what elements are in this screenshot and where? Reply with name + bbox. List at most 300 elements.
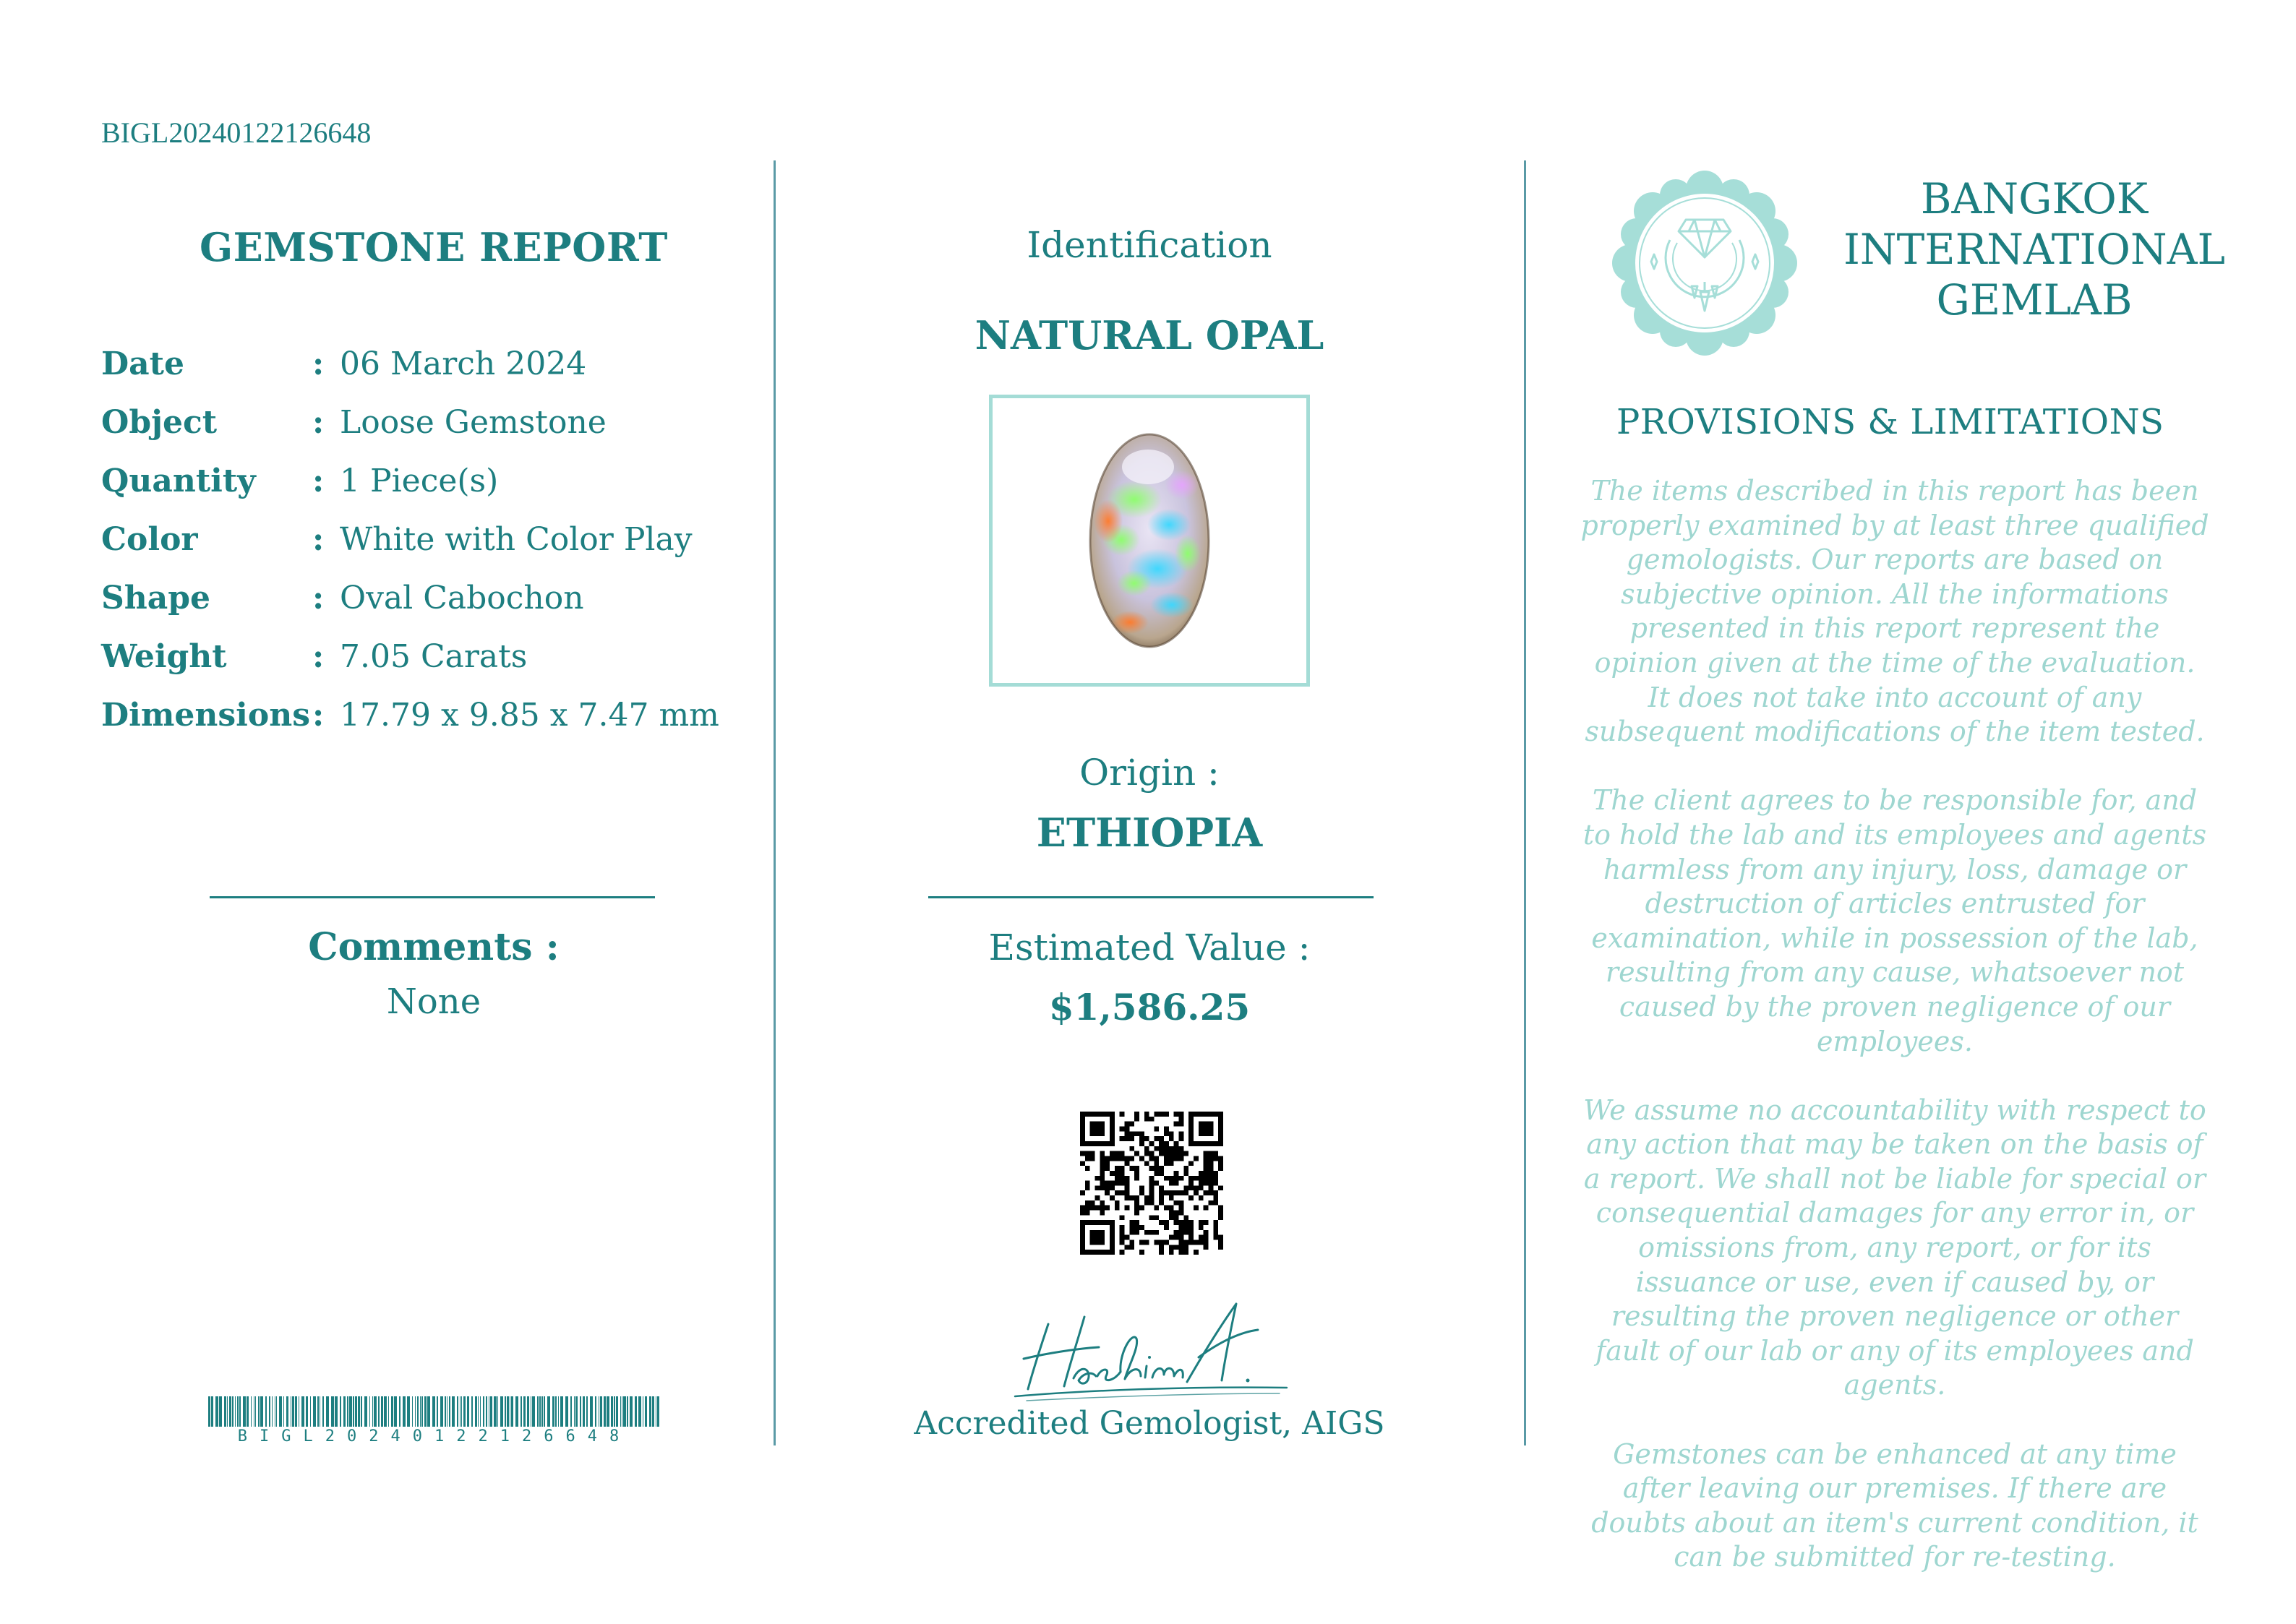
spec-colon: :	[312, 638, 325, 675]
qr-module	[1183, 1171, 1188, 1176]
qr-module	[1159, 1151, 1164, 1156]
spec-label: Dimensions	[101, 697, 311, 734]
qr-module	[1120, 1171, 1125, 1176]
barcode-bar	[580, 1396, 581, 1427]
qr-module	[1174, 1176, 1179, 1181]
qr-module	[1120, 1176, 1125, 1181]
qr-module	[1120, 1250, 1125, 1255]
qr-module	[1149, 1200, 1155, 1206]
qr-module	[1149, 1151, 1155, 1156]
barcode-bar	[272, 1396, 273, 1427]
spec-value: Loose Gemstone	[340, 404, 607, 441]
qr-module	[1120, 1166, 1125, 1171]
qr-module	[1110, 1171, 1115, 1176]
barcode-bar	[552, 1396, 554, 1427]
qr-module	[1199, 1225, 1204, 1230]
spec-colon: :	[312, 697, 325, 734]
qr-module	[1204, 1176, 1209, 1181]
barcode-bar	[251, 1396, 252, 1427]
qr-module	[1129, 1131, 1134, 1136]
lab-seal-icon	[1611, 169, 1799, 357]
qr-module	[1154, 1161, 1159, 1166]
qr-module	[1164, 1131, 1169, 1136]
qr-module	[1164, 1161, 1169, 1166]
qr-module	[1183, 1151, 1188, 1156]
qr-module	[1174, 1146, 1179, 1151]
qr-module	[1209, 1171, 1214, 1176]
qr-module	[1169, 1250, 1174, 1255]
qr-module	[1139, 1136, 1144, 1141]
barcode-bar	[449, 1396, 450, 1427]
qr-module	[1124, 1136, 1129, 1141]
barcode-bar	[480, 1396, 481, 1427]
qr-finder-inner	[1090, 1122, 1105, 1136]
qr-module	[1129, 1136, 1134, 1141]
qr-module	[1213, 1225, 1218, 1230]
qr-module	[1179, 1136, 1184, 1141]
comments-title: Comments :	[308, 925, 560, 969]
barcode-bar	[347, 1396, 348, 1427]
qr-module	[1149, 1215, 1155, 1220]
qr-module	[1149, 1190, 1155, 1195]
qr-module	[1100, 1161, 1105, 1166]
qr-module	[1174, 1235, 1179, 1240]
qr-module	[1115, 1206, 1120, 1211]
barcode-bar	[326, 1396, 329, 1427]
qr-module	[1179, 1245, 1184, 1250]
qr-module	[1164, 1176, 1169, 1181]
qr-module	[1120, 1156, 1125, 1161]
qr-module	[1080, 1211, 1085, 1216]
barcode-bar	[384, 1396, 387, 1427]
qr-module	[1120, 1235, 1125, 1240]
barcode-bar	[523, 1396, 526, 1427]
qr-module	[1124, 1181, 1129, 1186]
qr-module	[1204, 1166, 1209, 1171]
barcode-bar	[208, 1396, 210, 1427]
barcode-bar	[461, 1396, 462, 1427]
qr-module	[1129, 1195, 1134, 1200]
barcode-bar	[616, 1396, 618, 1427]
barcode-bar	[623, 1396, 626, 1427]
qr-module	[1218, 1215, 1223, 1220]
qr-module	[1159, 1185, 1164, 1190]
qr-module	[1183, 1166, 1188, 1171]
barcode-bar	[258, 1396, 260, 1427]
barcode-bar	[483, 1396, 484, 1427]
column-divider-right	[1524, 160, 1526, 1445]
qr-module	[1199, 1235, 1204, 1240]
barcode-bar	[560, 1396, 563, 1427]
qr-module	[1174, 1220, 1179, 1225]
spec-colon: :	[312, 345, 325, 382]
spec-value: 17.79 x 9.85 x 7.47 mm	[340, 697, 719, 734]
qr-module	[1183, 1230, 1188, 1235]
barcode-text: BIGL20240122126648	[237, 1427, 632, 1445]
qr-module	[1120, 1230, 1125, 1235]
qr-module	[1144, 1230, 1149, 1235]
barcode-icon	[208, 1396, 661, 1427]
qr-module	[1090, 1206, 1095, 1211]
lab-name	[1842, 173, 2227, 325]
qr-module	[1120, 1181, 1125, 1186]
qr-module	[1188, 1230, 1194, 1235]
qr-module	[1169, 1206, 1174, 1211]
qr-module	[1085, 1185, 1090, 1190]
barcode-bar	[235, 1396, 236, 1427]
qr-module	[1115, 1181, 1120, 1186]
qr-module	[1139, 1206, 1144, 1211]
qr-module	[1085, 1206, 1090, 1211]
qr-module	[1199, 1240, 1204, 1245]
barcode-bar	[570, 1396, 572, 1427]
barcode-bar	[574, 1396, 575, 1427]
qr-module	[1085, 1211, 1090, 1216]
qr-module	[1164, 1141, 1169, 1146]
qr-module	[1120, 1151, 1125, 1156]
qr-module	[1129, 1220, 1134, 1225]
barcode-bar	[260, 1396, 263, 1427]
barcode-bar	[486, 1396, 487, 1427]
spec-label: Color	[101, 521, 198, 558]
barcode-bar	[279, 1396, 282, 1427]
qr-module	[1090, 1156, 1095, 1161]
qr-module	[1139, 1141, 1144, 1146]
barcode-bar	[427, 1396, 430, 1427]
qr-module	[1144, 1146, 1149, 1151]
qr-module	[1159, 1141, 1164, 1146]
qr-finder-inner	[1199, 1122, 1213, 1136]
qr-module	[1149, 1176, 1155, 1181]
qr-module	[1159, 1136, 1164, 1141]
barcode-bar	[403, 1396, 406, 1427]
qr-module	[1194, 1240, 1199, 1245]
qr-module	[1209, 1176, 1214, 1181]
barcode-bar	[269, 1396, 270, 1427]
qr-module	[1169, 1131, 1174, 1136]
qr-module	[1199, 1181, 1204, 1186]
qr-module	[1199, 1195, 1204, 1200]
qr-module	[1139, 1225, 1144, 1230]
barcode-bar	[627, 1396, 628, 1427]
spec-row-object	[101, 404, 766, 463]
qr-module	[1124, 1185, 1129, 1190]
qr-module	[1124, 1206, 1129, 1211]
barcode-bar	[604, 1396, 606, 1427]
barcode-bar	[432, 1396, 435, 1427]
barcode-bar	[575, 1396, 578, 1427]
value-divider	[928, 896, 1374, 898]
qr-module	[1139, 1250, 1144, 1255]
qr-module	[1218, 1206, 1223, 1211]
barcode-bar	[471, 1396, 473, 1427]
barcode-bar	[511, 1396, 513, 1427]
qr-module	[1164, 1190, 1169, 1195]
qr-module	[1179, 1230, 1184, 1235]
qr-module	[1164, 1146, 1169, 1151]
barcode-bar	[555, 1396, 557, 1427]
qr-module	[1164, 1112, 1169, 1117]
qr-module	[1179, 1176, 1184, 1181]
barcode-bar	[286, 1396, 288, 1427]
qr-module	[1124, 1235, 1129, 1240]
qr-module	[1105, 1181, 1110, 1186]
qr-module	[1179, 1122, 1184, 1127]
barcode-bar	[614, 1396, 615, 1427]
qr-module	[1120, 1190, 1125, 1195]
barcode-bar	[219, 1396, 222, 1427]
barcode-bar	[475, 1396, 477, 1427]
spec-colon: :	[312, 463, 325, 499]
qr-module	[1169, 1190, 1174, 1195]
barcode-bar	[586, 1396, 588, 1427]
qr-module	[1134, 1211, 1139, 1216]
barcode-bar	[301, 1396, 304, 1427]
barcode-bar	[478, 1396, 479, 1427]
qr-module	[1149, 1195, 1155, 1200]
qr-module	[1154, 1146, 1159, 1151]
qr-module	[1100, 1156, 1105, 1161]
qr-module	[1209, 1190, 1214, 1195]
qr-module	[1218, 1235, 1223, 1240]
barcode-bar	[460, 1396, 461, 1427]
qr-module	[1129, 1122, 1134, 1127]
barcode-bar	[358, 1396, 360, 1427]
barcode-bar	[322, 1396, 324, 1427]
qr-module	[1134, 1171, 1139, 1176]
qr-module	[1204, 1181, 1209, 1186]
qr-module	[1115, 1190, 1120, 1195]
qr-module	[1159, 1195, 1164, 1200]
qr-module	[1179, 1117, 1184, 1122]
qr-module	[1100, 1176, 1105, 1181]
qr-module	[1179, 1112, 1184, 1117]
qr-module	[1213, 1171, 1218, 1176]
qr-module	[1149, 1185, 1155, 1190]
qr-module	[1154, 1181, 1159, 1186]
barcode-bar	[265, 1396, 267, 1427]
qr-module	[1213, 1195, 1218, 1200]
barcode-bar	[255, 1396, 256, 1427]
qr-module	[1124, 1190, 1129, 1195]
barcode-bar	[276, 1396, 277, 1427]
qr-module	[1204, 1220, 1209, 1225]
identification-value: NATURAL OPAL	[974, 312, 1324, 358]
report-number: BIGL20240122126648	[101, 116, 372, 149]
barcode-bar	[600, 1396, 602, 1427]
provisions-paragraph: Gemstones can be enhanced at any time after leaving our premises. If there are doubts about an item's current condition, it can be submitted for re-testing.	[1591, 1438, 2198, 1573]
barcode-bar	[457, 1396, 458, 1427]
qr-module	[1204, 1190, 1209, 1195]
qr-module	[1174, 1211, 1179, 1216]
gemstone-photo-frame	[989, 395, 1310, 687]
qr-module	[1188, 1195, 1194, 1200]
barcode-bar	[391, 1396, 393, 1427]
qr-module	[1188, 1161, 1194, 1166]
qr-module	[1194, 1206, 1199, 1211]
barcode-bar	[437, 1396, 438, 1427]
barcode-bar	[237, 1396, 239, 1427]
qr-module	[1209, 1181, 1214, 1186]
qr-module	[1183, 1245, 1188, 1250]
barcode-bar	[335, 1396, 338, 1427]
provisions-text	[1580, 474, 2209, 1610]
qr-module	[1085, 1151, 1090, 1156]
qr-module	[1110, 1185, 1115, 1190]
qr-module	[1159, 1146, 1164, 1151]
qr-module	[1188, 1235, 1194, 1240]
qr-module	[1134, 1195, 1139, 1200]
barcode-bar	[317, 1396, 319, 1427]
spec-label: Object	[101, 404, 218, 441]
spec-row-color	[101, 521, 766, 580]
qr-module	[1080, 1161, 1085, 1166]
barcode-bar	[649, 1396, 651, 1427]
barcode-bar	[229, 1396, 231, 1427]
qr-module	[1179, 1206, 1184, 1211]
qr-module	[1139, 1131, 1144, 1136]
qr-module	[1174, 1245, 1179, 1250]
qr-module	[1204, 1156, 1209, 1161]
qr-module	[1120, 1225, 1125, 1230]
qr-module	[1174, 1122, 1179, 1127]
barcode-bar	[211, 1396, 213, 1427]
spec-colon: :	[312, 404, 325, 441]
barcode-bar	[310, 1396, 311, 1427]
qr-module	[1134, 1176, 1139, 1181]
qr-module	[1149, 1166, 1155, 1171]
qr-module	[1100, 1211, 1105, 1216]
barcode-bar	[399, 1396, 400, 1427]
qr-module	[1213, 1200, 1218, 1206]
qr-module	[1218, 1185, 1223, 1190]
qr-module	[1179, 1211, 1184, 1216]
qr-module	[1100, 1151, 1105, 1156]
qr-module	[1179, 1146, 1184, 1151]
qr-module	[1218, 1156, 1223, 1161]
qr-module	[1218, 1161, 1223, 1166]
qr-module	[1204, 1230, 1209, 1235]
qr-module	[1169, 1176, 1174, 1181]
qr-module	[1095, 1185, 1100, 1190]
qr-module	[1213, 1190, 1218, 1195]
qr-module	[1129, 1245, 1134, 1250]
qr-module	[1194, 1185, 1199, 1190]
qr-module	[1164, 1220, 1169, 1225]
qr-module	[1204, 1171, 1209, 1176]
barcode-bar	[565, 1396, 568, 1427]
qr-module	[1213, 1156, 1218, 1161]
barcode-bar	[227, 1396, 228, 1427]
qr-module	[1100, 1206, 1105, 1211]
barcode-bar	[527, 1396, 529, 1427]
barcode-bar	[407, 1396, 410, 1427]
qr-module	[1085, 1181, 1090, 1186]
qr-module	[1144, 1240, 1149, 1245]
qr-module	[1154, 1171, 1159, 1176]
barcode-bar	[424, 1396, 427, 1427]
qr-module	[1085, 1156, 1090, 1161]
qr-module	[1105, 1206, 1110, 1211]
gemstone-photo	[993, 398, 1306, 683]
qr-module	[1120, 1240, 1125, 1245]
qr-module	[1169, 1245, 1174, 1250]
origin-value: ETHIOPIA	[1036, 809, 1263, 856]
qr-module	[1218, 1245, 1223, 1250]
barcode-bar	[652, 1396, 654, 1427]
qr-module	[1194, 1190, 1199, 1195]
qr-module	[1154, 1240, 1159, 1245]
qr-module	[1129, 1166, 1134, 1171]
barcode-bar	[355, 1396, 357, 1427]
qr-module	[1129, 1146, 1134, 1151]
spec-row-date	[101, 345, 766, 404]
qr-module	[1194, 1250, 1199, 1255]
spec-value: Oval Cabochon	[340, 580, 584, 616]
origin-label: Origin :	[1079, 752, 1220, 794]
barcode-bar	[247, 1396, 249, 1427]
lab-name-line: INTERNATIONAL	[1843, 225, 2226, 274]
qr-module	[1144, 1136, 1149, 1141]
barcode-bar	[544, 1396, 545, 1427]
qr-module	[1139, 1240, 1144, 1245]
spec-value: 7.05 Carats	[340, 638, 528, 675]
qr-module	[1115, 1200, 1120, 1206]
qr-module	[1124, 1126, 1129, 1131]
qr-module	[1174, 1151, 1179, 1156]
qr-module	[1124, 1195, 1129, 1200]
provisions-paragraph: The client agrees to be responsible for, and to hold the lab and its employees and agents harmless from any injury, loss, damage or destruction of articles entrusted for examination, while in possession of the lab, resulting from any cause, whatsoever not caused by the proven negligence of our employees.	[1582, 784, 2207, 1057]
provisions-paragraph: We assume no accountability with respect to any action that may be taken on the basis of a report. We shall not be liable for special or consequential damages for any error in, or omissions from, any report, or for its issuance or use, even if caused by, or resulting the proven negligence or other fault of our lab or any of its employees and agents.	[1583, 1094, 2206, 1401]
spec-row-dimensions	[101, 697, 766, 755]
qr-module	[1169, 1235, 1174, 1240]
barcode-bar	[521, 1396, 522, 1427]
barcode-bar	[239, 1396, 241, 1427]
qr-module	[1149, 1156, 1155, 1161]
qr-module	[1100, 1181, 1105, 1186]
qr-module	[1080, 1190, 1085, 1195]
barcode-bar	[224, 1396, 226, 1427]
qr-module	[1188, 1225, 1194, 1230]
qr-module	[1115, 1176, 1120, 1181]
barcode-bar	[349, 1396, 352, 1427]
qr-module	[1110, 1195, 1115, 1200]
barcode-bar	[497, 1396, 498, 1427]
qr-module	[1204, 1206, 1209, 1211]
barcode-bar	[292, 1396, 294, 1427]
barcode-bar	[388, 1396, 389, 1427]
qr-module	[1134, 1131, 1139, 1136]
qr-module	[1110, 1181, 1115, 1186]
qr-module	[1124, 1176, 1129, 1181]
provisions-title: PROVISIONS & LIMITATIONS	[1616, 402, 2164, 442]
qr-module	[1144, 1151, 1149, 1156]
barcode-bar	[381, 1396, 383, 1427]
qr-code-icon[interactable]	[1080, 1112, 1223, 1255]
qr-module	[1105, 1166, 1110, 1171]
qr-module	[1169, 1136, 1174, 1141]
qr-module	[1115, 1156, 1120, 1161]
barcode-bar	[630, 1396, 633, 1427]
qr-module	[1169, 1211, 1174, 1216]
qr-module	[1159, 1220, 1164, 1225]
barcode-bar	[583, 1396, 585, 1427]
barcode-bar	[590, 1396, 593, 1427]
barcode-bar	[494, 1396, 497, 1427]
qr-module	[1095, 1206, 1100, 1211]
qr-module	[1154, 1206, 1159, 1211]
barcode-bar	[541, 1396, 543, 1427]
